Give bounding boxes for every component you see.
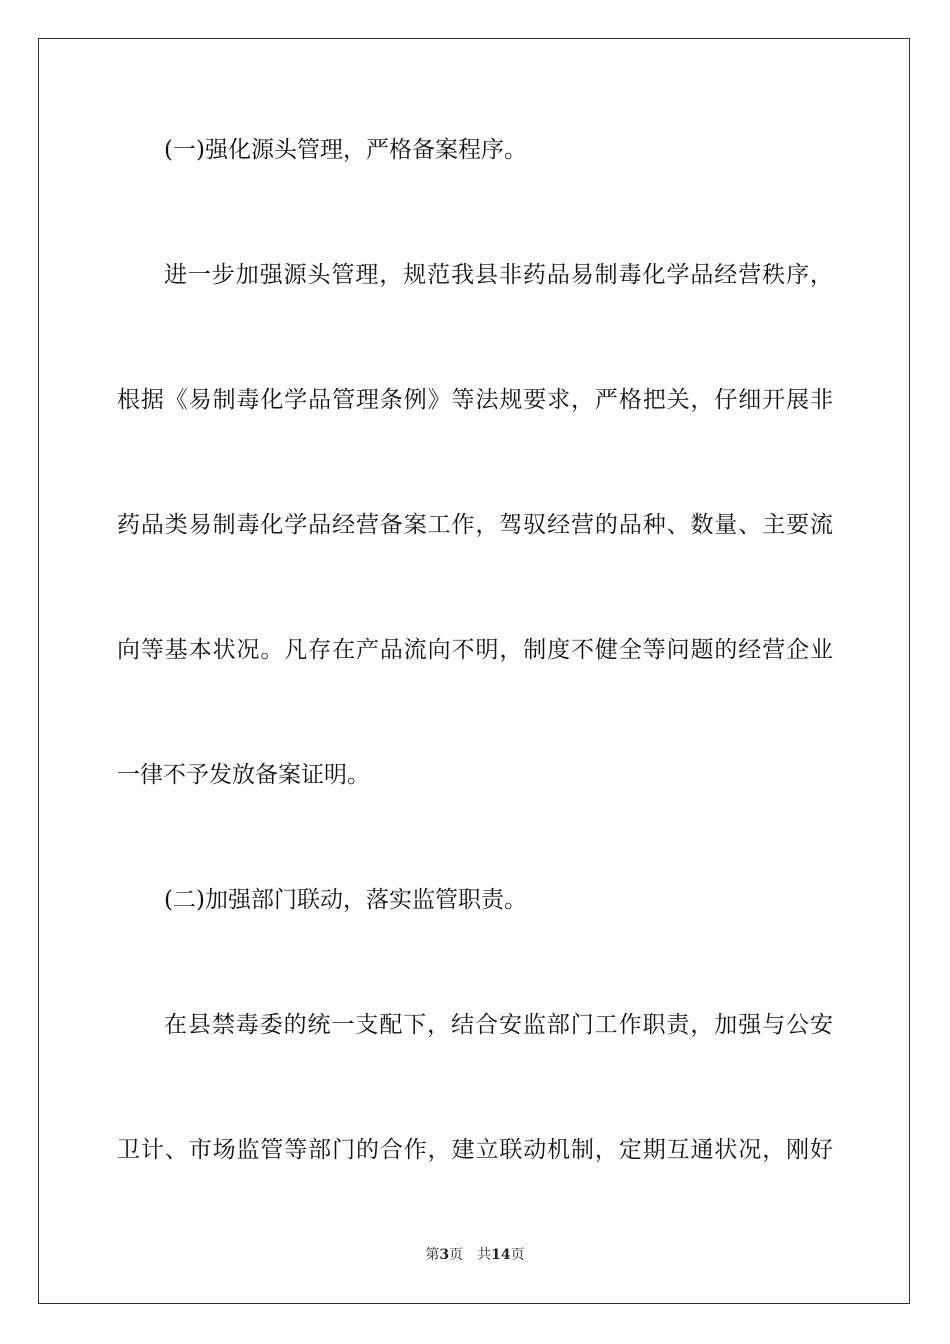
footer-page-suffix: 页 <box>449 1247 464 1263</box>
paragraph-line: 向等基本状况。凡存在产品流向不明，制度不健全等问题的经营企业 <box>117 637 833 663</box>
page-border <box>38 38 910 1304</box>
paragraph-line: 卫计、市场监管等部门的合作，建立联动机制，定期互通状况，刚好 <box>117 1137 833 1163</box>
page-footer <box>0 1246 950 1264</box>
section-heading-1: (一)强化源头管理，严格备案程序。 <box>164 137 527 163</box>
footer-total-suffix: 页 <box>510 1247 525 1263</box>
footer-total-prefix: 共 <box>477 1247 492 1263</box>
paragraph-line: 在县禁毒委的统一支配下，结合安监部门工作职责，加强与公安 <box>164 1012 833 1038</box>
total-page-count: 14 <box>491 1247 511 1263</box>
paragraph-line: 进一步加强源头管理，规范我县非药品易制毒化学品经营秩序， <box>164 262 833 288</box>
section-heading-2: (二)加强部门联动，落实监管职责。 <box>164 887 527 913</box>
current-page-number: 3 <box>439 1247 450 1263</box>
paragraph-line: 药品类易制毒化学品经营备案工作，驾驭经营的品种、数量、主要流 <box>117 512 833 538</box>
paragraph-line: 一律不予发放备案证明。 <box>117 762 370 788</box>
footer-prefix: 第 <box>425 1247 440 1263</box>
paragraph-line: 根据《易制毒化学品管理条例》等法规要求，严格把关，仔细开展非 <box>117 387 833 413</box>
